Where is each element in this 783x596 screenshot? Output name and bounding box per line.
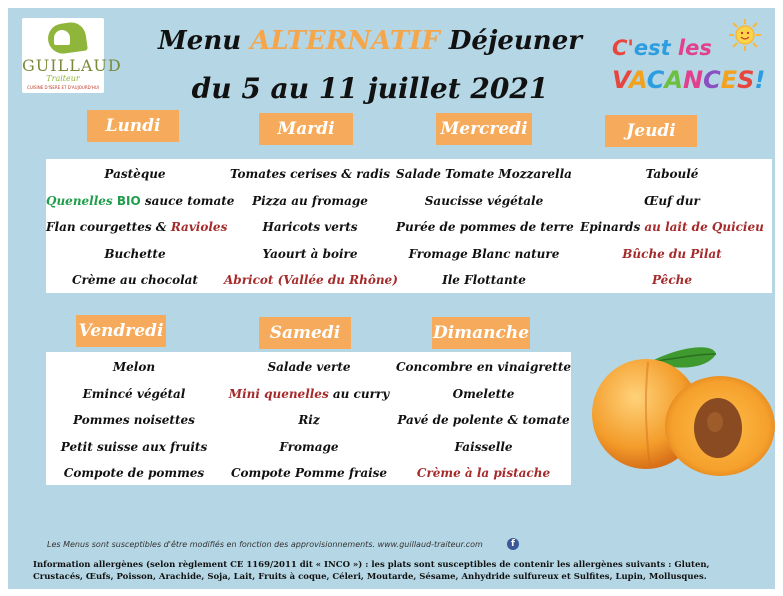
day-tab-mercredi: Mercredi bbox=[436, 113, 532, 145]
logo-brand: GUILLAUD bbox=[22, 56, 122, 75]
menu-item-text: Fromage bbox=[279, 439, 339, 454]
vacances-letter: A bbox=[628, 66, 647, 94]
menu-item bbox=[396, 194, 572, 208]
menu-item-text: Saucisse végétale bbox=[424, 193, 544, 208]
vacances-text: C' bbox=[612, 36, 634, 60]
menu-item-text: Pizza au fromage bbox=[252, 193, 368, 208]
menu-item bbox=[224, 167, 396, 181]
menu-item-text: Compote Pomme fraise bbox=[230, 466, 388, 480]
menu-item-text: Pommes noisettes bbox=[73, 413, 195, 427]
menu-item-text: Pastèque bbox=[104, 167, 166, 181]
vacances-letter: S bbox=[737, 66, 755, 94]
menu-item-text: Ile Flottante bbox=[442, 273, 526, 287]
menu-item-text: Omelette bbox=[452, 386, 515, 401]
menu-item-text: sauce tomate bbox=[140, 193, 235, 208]
vacances-letter: E bbox=[720, 66, 738, 94]
menu-item bbox=[572, 220, 772, 234]
footer-note: Les Menus sont susceptibles d'être modifiés en fonction des approvisionnements. www.guillaud-traiteur.com bbox=[47, 540, 483, 549]
menu-item-text: Fromage Blanc nature bbox=[408, 246, 560, 261]
menu-item bbox=[224, 273, 396, 287]
day-tab-vendredi: Vendredi bbox=[76, 315, 166, 347]
apricot-illustration bbox=[588, 342, 778, 480]
menu-item-text: Pêche bbox=[651, 273, 692, 287]
menu-item-text: au lait de Quicieu bbox=[644, 220, 764, 234]
menu-item bbox=[46, 413, 222, 427]
menu-item-text: Ravioles bbox=[170, 220, 228, 234]
menu-item-text: Purée de pommes de terre bbox=[396, 220, 574, 234]
menu-item-text: au curry bbox=[328, 386, 390, 401]
menu-item bbox=[572, 247, 772, 261]
sun-icon bbox=[728, 18, 762, 52]
menu-item bbox=[222, 440, 396, 454]
menu-item bbox=[396, 247, 572, 261]
menu-item-text: Melon bbox=[112, 360, 156, 374]
menu-item bbox=[46, 167, 224, 181]
vacances-text: est bbox=[633, 36, 671, 60]
vacances-letter: V bbox=[612, 66, 629, 94]
vacances-letter: C bbox=[646, 66, 665, 94]
menu-item bbox=[222, 360, 396, 374]
vacances-line-2 bbox=[612, 66, 765, 94]
vacances-letter: A bbox=[664, 66, 683, 94]
menu-item-text: Yaourt à boire bbox=[262, 246, 358, 261]
guillaud-logo bbox=[22, 18, 122, 93]
menu-item bbox=[46, 193, 235, 208]
day-column-jeudi bbox=[572, 159, 772, 293]
menu-item-text: Buchette bbox=[104, 246, 166, 261]
menu-item bbox=[572, 273, 772, 287]
menu-item-text: BIO bbox=[116, 193, 141, 208]
menu-item bbox=[396, 440, 571, 454]
allergens-info: Information allergènes (selon règlement CE 1169/2011 dit « INCO ») : les plats sont susceptibles de contenir les allergènes suivants : Gluten, Crustacés, Œufs, Poisson, Arachide, Soja, Lait, Fruits à coque, Céleri, Moutarde, Sésame, Anhydride sulfureux et Sulfites, Lupin, Mollusques. bbox=[33, 560, 710, 582]
menu-item bbox=[222, 387, 396, 401]
menu-item bbox=[396, 360, 571, 374]
menu-item bbox=[224, 220, 396, 234]
title-prefix: Menu bbox=[158, 26, 251, 56]
menu-item-text: Riz bbox=[298, 413, 320, 427]
logo-subtitle: Traiteur bbox=[46, 74, 80, 83]
menu-item bbox=[396, 167, 572, 181]
title-accent: ALTERNATIF bbox=[250, 26, 440, 56]
menu-item-text: Haricots verts bbox=[262, 220, 358, 234]
menu-item bbox=[224, 247, 396, 261]
menu-item-text: Petit suisse aux fruits bbox=[60, 439, 208, 454]
vacances-line-1 bbox=[612, 36, 712, 60]
menu-item bbox=[46, 387, 222, 401]
day-column-vendredi bbox=[46, 352, 222, 485]
menu-item bbox=[46, 440, 222, 454]
vacances-badge bbox=[612, 36, 766, 106]
menu-item bbox=[396, 273, 572, 287]
menu-item-text: Tomates cerises & radis bbox=[229, 167, 391, 181]
menu-table bbox=[46, 352, 571, 485]
menu-item-text: Compote de pommes bbox=[63, 466, 205, 480]
vacances-letter: C bbox=[703, 66, 721, 94]
menu-item-text: Œuf dur bbox=[644, 193, 700, 208]
menu-item-text: Quenelles bbox=[46, 193, 117, 208]
menu-table bbox=[46, 159, 772, 293]
menu-item bbox=[396, 413, 571, 427]
facebook-icon[interactable]: f bbox=[507, 538, 519, 550]
menu-item-text: Pavé de polente & tomate bbox=[397, 413, 570, 427]
menu-item bbox=[222, 466, 396, 480]
menu-item-text: Salade verte bbox=[267, 360, 351, 374]
menu-item bbox=[46, 273, 224, 287]
logo-tagline: CUISINE D'ISERE ET D'AUJOURD'HUI bbox=[27, 85, 99, 90]
day-column-dimanche bbox=[396, 352, 571, 485]
menu-item-text: Faisselle bbox=[454, 439, 513, 454]
menu-item-text: Bûche du Pilat bbox=[622, 246, 722, 261]
menu-item bbox=[396, 466, 571, 480]
menu-item bbox=[572, 194, 772, 208]
menu-item-text: Mini quenelles bbox=[228, 386, 329, 401]
title-suffix: Déjeuner bbox=[439, 26, 582, 56]
vacances-letter: ! bbox=[754, 66, 766, 94]
menu-item bbox=[46, 220, 228, 234]
day-tab-dimanche: Dimanche bbox=[432, 317, 530, 349]
menu-item-text: Crème au chocolat bbox=[72, 273, 198, 287]
menu-item-text: Concombre en vinaigrette bbox=[396, 360, 572, 374]
chef-hat-icon bbox=[54, 30, 70, 45]
menu-item-text: Epinards bbox=[580, 220, 645, 234]
menu-item bbox=[46, 360, 222, 374]
menu-item-text: Taboulé bbox=[645, 167, 699, 181]
menu-title bbox=[130, 26, 610, 56]
day-column-lundi bbox=[46, 159, 235, 293]
day-tab-jeudi: Jeudi bbox=[605, 115, 697, 147]
vacances-letter: N bbox=[683, 66, 704, 94]
vacances-text: les bbox=[670, 36, 712, 60]
menu-item bbox=[224, 194, 396, 208]
menu-item bbox=[46, 247, 224, 261]
day-tab-lundi: Lundi bbox=[87, 110, 179, 142]
menu-item-text: Abricot (Vallée du Rhône) bbox=[224, 273, 398, 287]
day-tab-mardi: Mardi bbox=[259, 113, 353, 145]
menu-dates: du 5 au 11 juillet 2021 bbox=[191, 72, 549, 105]
menu-item-text: Emincé végétal bbox=[82, 386, 186, 401]
menu-item-text: Flan courgettes & bbox=[46, 220, 171, 234]
day-column-mardi bbox=[224, 159, 396, 293]
day-tab-samedi: Samedi bbox=[259, 317, 351, 349]
menu-item bbox=[572, 167, 772, 181]
menu-item bbox=[396, 220, 572, 234]
day-column-samedi bbox=[222, 352, 396, 485]
menu-item-text: Crème à la pistache bbox=[416, 466, 551, 480]
menu-item-text: Salade Tomate Mozzarella bbox=[396, 167, 572, 181]
day-column-mercredi bbox=[396, 159, 572, 293]
menu-item bbox=[222, 413, 396, 427]
menu-item bbox=[46, 466, 222, 480]
menu-item bbox=[396, 387, 571, 401]
